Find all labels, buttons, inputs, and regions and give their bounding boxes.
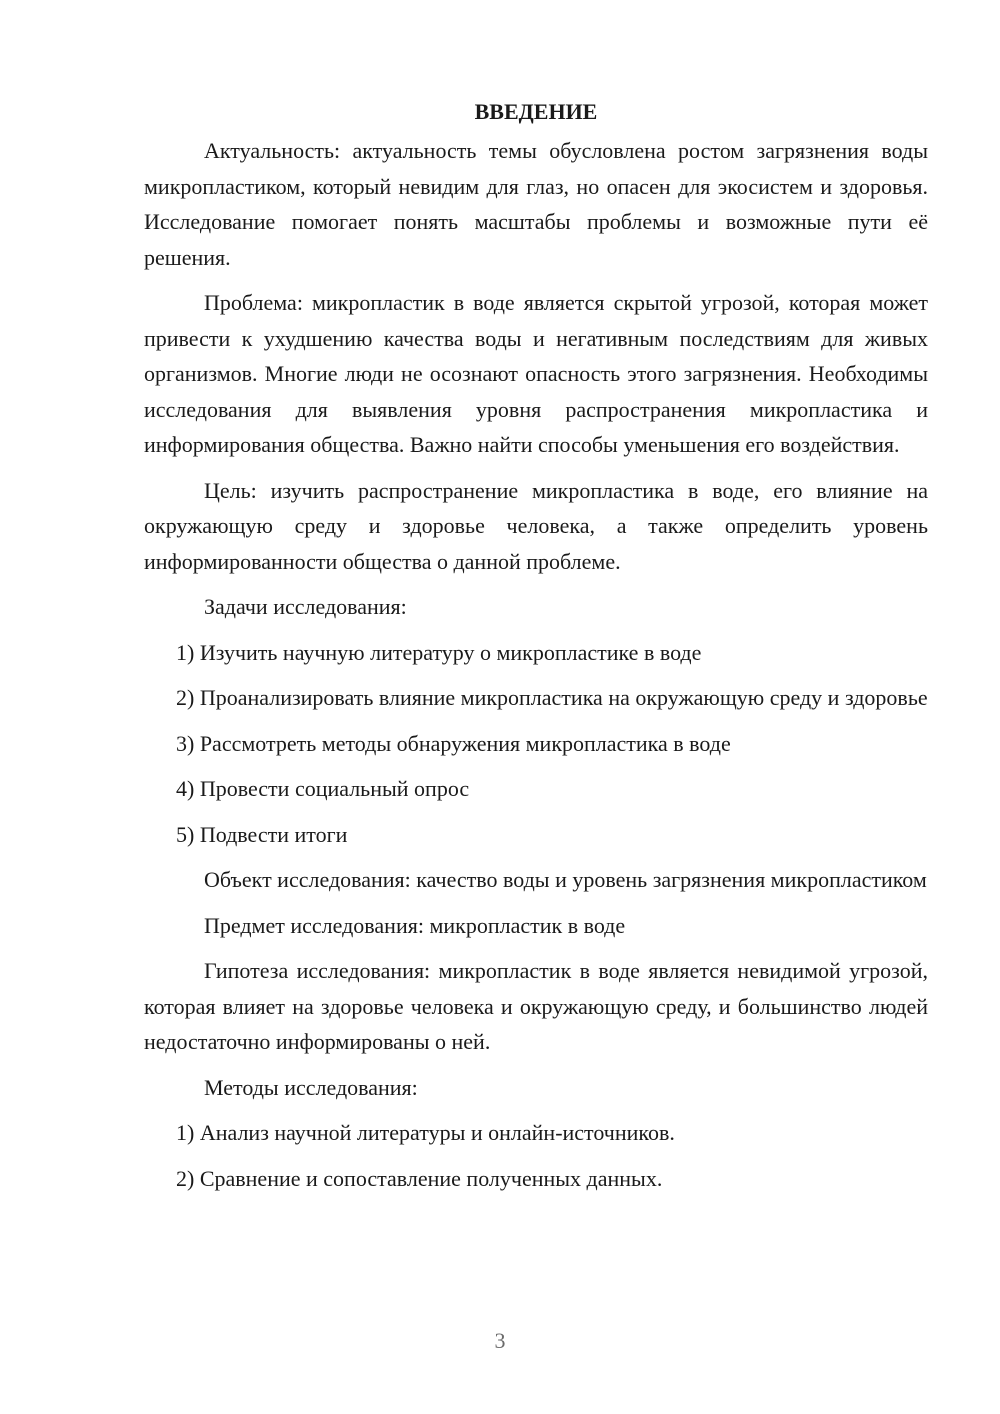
relevance-paragraph: Актуальность: актуальность темы обусловлена ростом загрязнения воды микропластиком, который невидим для глаз, но опасен для экосистем и здоровья. Исследование помогает понять масштабы проблемы и возможные пути её решения. bbox=[144, 138, 928, 270]
task-item: 4) Провести социальный опрос bbox=[176, 776, 470, 801]
object-paragraph: Объект исследования: качество воды и уровень загрязнения микропластиком bbox=[204, 867, 927, 892]
methods-title: Методы исследования: bbox=[204, 1074, 418, 1100]
task-item: 2) Проанализировать влияние микропластика на окружающую среду и здоровье bbox=[176, 685, 928, 710]
goal-paragraph: Цель: изучить распространение микропластика в воде, его влияние на окружающую среду и здоровье человека, а также определить уровень информированности общества о данной проблеме. bbox=[144, 477, 928, 574]
section-heading: ВВЕДЕНИЕ bbox=[474, 99, 598, 124]
methods-list bbox=[144, 1115, 928, 1196]
task-item: 3) Рассмотреть методы обнаружения микропластика в воде bbox=[176, 730, 731, 756]
tasks-title: Задачи исследования: bbox=[204, 594, 407, 619]
problem-paragraph: Проблема: микропластик в воде является скрытой угрозой, которая может привести к ухудшению качества воды и негативным последствиям для живых организмов. Многие люди не осознают опасность этого загрязнения. Необходимы исследования для выявления уровня распространения микропластика и информирования общества. Важно найти способы уменьшения его воздействия. bbox=[144, 290, 928, 457]
subject-paragraph: Предмет исследования: микропластик в воде bbox=[204, 912, 626, 938]
page-content bbox=[144, 94, 928, 1206]
page-number: 3 bbox=[494, 1328, 506, 1353]
task-item: 1) Изучить научную литературу о микропластике в воде bbox=[176, 639, 702, 665]
task-item: 5) Подвести итоги bbox=[176, 821, 348, 847]
method-item: 2) Сравнение и сопоставление полученных данных. bbox=[176, 1165, 663, 1191]
hypothesis-paragraph: Гипотеза исследования: микропластик в воде является невидимой угрозой, которая влияет на здоровье человека и окружающую среду, и большинство людей недостаточно информированы о ней. bbox=[144, 958, 928, 1054]
method-item: 1) Анализ научной литературы и онлайн-источников. bbox=[176, 1120, 675, 1145]
tasks-list bbox=[144, 635, 928, 853]
